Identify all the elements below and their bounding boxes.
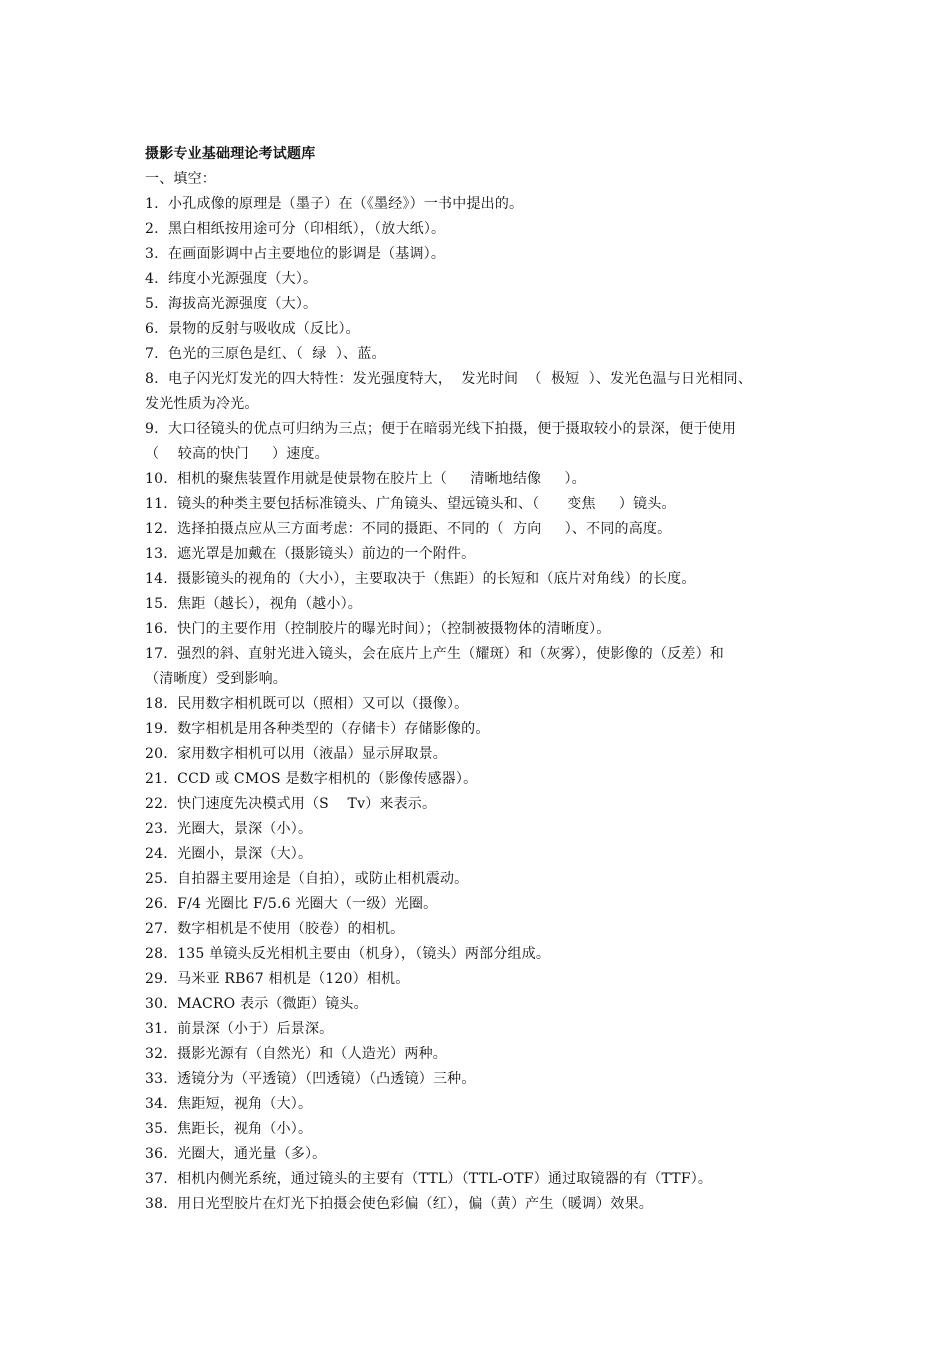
question-line: 4. 纬度小光源强度（大）。 xyxy=(145,271,318,287)
question-line: 34. 焦距短，视角（大）。 xyxy=(145,1096,313,1112)
question-line: 25. 自拍器主要用途是（自拍），或防止相机震动。 xyxy=(145,871,469,887)
question-line: 12. 选择拍摄点应从三方面考虑：不同的摄距、不同的（ 方向 ）、不同的高度。 xyxy=(145,521,672,537)
question-line: 32. 摄影光源有（自然光）和（人造光）两种。 xyxy=(145,1046,447,1062)
question-line: 38. 用日光型胶片在灯光下拍摄会使色彩偏（红），偏（黄）产生（暖调）效果。 xyxy=(145,1196,653,1212)
question-line: 3. 在画面影调中占主要地位的影调是（基调）。 xyxy=(145,246,446,262)
question-line: 6. 景物的反射与吸收成（反比）。 xyxy=(145,321,360,337)
question-line: 37. 相机内侧光系统，通过镜头的主要有（TTL）（TTL-OTF）通过取镜器的有（TTF）。 xyxy=(145,1171,713,1187)
question-line: 10. 相机的聚焦装置作用就是使景物在胶片上（ 清晰地结像 ）。 xyxy=(145,471,586,487)
question-line: 14. 摄影镜头的视角的（大小），主要取决于（焦距）的长短和（底片对角线）的长度。 xyxy=(145,571,696,587)
question-line: 22. 快门速度先决模式用（S Tv）来表示。 xyxy=(145,796,437,812)
question-line: 29. 马米亚 RB67 相机是（120）相机。 xyxy=(145,971,410,987)
question-line: 17. 强烈的斜、直射光进入镜头，会在底片上产生（耀斑）和（灰雾），使影像的（反差）和 xyxy=(145,646,724,662)
question-line: 18. 民用数字相机既可以（照相）又可以（摄像）。 xyxy=(145,696,469,712)
question-line: 13. 遮光罩是加戴在（摄影镜头）前边的一个附件。 xyxy=(145,546,476,562)
question-line: 15. 焦距（越长），视角（越小）。 xyxy=(145,596,362,612)
document-page xyxy=(145,142,815,1242)
section-heading: 一、填空： xyxy=(145,171,216,187)
question-line: 11. 镜头的种类主要包括标准镜头、广角镜头、望远镜头和、（ 变焦 ）镜头。 xyxy=(145,496,676,512)
question-line: 27. 数字相机是不使用（胶卷）的相机。 xyxy=(145,921,405,937)
question-line-continuation: （清晰度）受到影响。 xyxy=(145,671,287,687)
question-line: 16. 快门的主要作用（控制胶片的曝光时间）；（控制被摄物体的清晰度）。 xyxy=(145,621,611,637)
question-line-continuation: 发光性质为冷光。 xyxy=(145,396,259,412)
question-line: 21. CCD 或 CMOS 是数字相机的（影像传感器）。 xyxy=(145,771,478,787)
question-line: 1. 小孔成像的原理是（墨子）在（《墨经》）一书中提出的。 xyxy=(145,196,524,212)
question-line: 20. 家用数字相机可以用（液晶）显示屏取景。 xyxy=(145,746,447,762)
question-line: 5. 海拔高光源强度（大）。 xyxy=(145,296,318,312)
document-title: 摄影专业基础理论考试题库 xyxy=(145,146,316,162)
question-line: 30. MACRO 表示（微距）镜头。 xyxy=(145,996,368,1012)
question-line: 24. 光圈小，景深（大）。 xyxy=(145,846,313,862)
question-line: 23. 光圈大，景深（小）。 xyxy=(145,821,313,837)
question-line: 26. F/4 光圈比 F/5.6 光圈大（一级）光圈。 xyxy=(145,896,438,912)
question-line: 19. 数字相机是用各种类型的（存储卡）存储影像的。 xyxy=(145,721,490,737)
question-line: 8. 电子闪光灯发光的四大特性：发光强度特大， 发光时间 （ 极短 ）、发光色温与日光相同、 xyxy=(145,371,753,387)
question-line: 28. 135 单镜头反光相机主要由（机身），（镜头）两部分组成。 xyxy=(145,946,551,962)
question-line: 33. 透镜分为（平透镜）（凹透镜）（凸透镜）三种。 xyxy=(145,1071,476,1087)
question-line: 35. 焦距长，视角（小）。 xyxy=(145,1121,313,1137)
question-line: 36. 光圈大，通光量（多）。 xyxy=(145,1146,327,1162)
question-line-continuation: （ 较高的快门 ）速度。 xyxy=(145,446,329,462)
question-line: 7. 色光的三原色是红、（ 绿 ）、蓝。 xyxy=(145,346,386,362)
question-line: 31. 前景深（小于）后景深。 xyxy=(145,1021,334,1037)
question-line: 9. 大口径镜头的优点可归纳为三点；便于在暗弱光线下拍摄，便于摄取较小的景深，便于使用 xyxy=(145,421,737,437)
question-line xyxy=(145,1217,815,1242)
question-line: 2. 黑白相纸按用途可分（印相纸），（放大纸）。 xyxy=(145,221,446,237)
